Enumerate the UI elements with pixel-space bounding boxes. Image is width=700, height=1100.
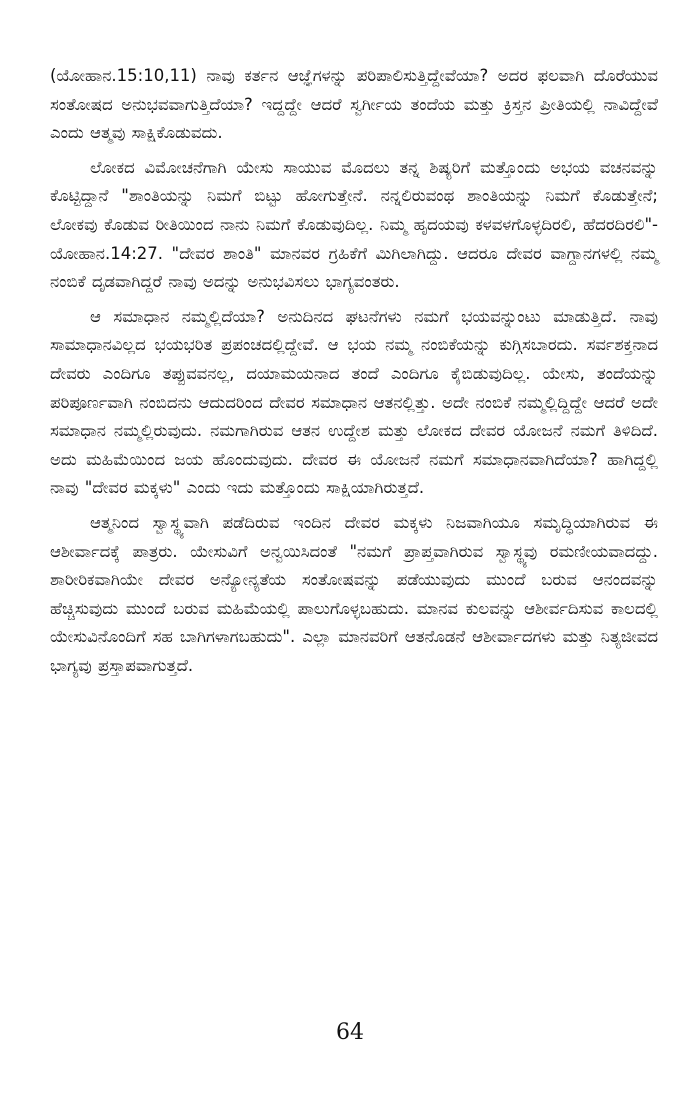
page-number: 64 [336,1020,364,1045]
paragraph-3: ಆ ಸಮಾಧಾನ ನಮ್ಮಲ್ಲಿದೆಯಾ? ಅನುದಿನದ ಘಟನೆಗಳು ನಮಗೆ ಭಯವನ್ನುಂಟು ಮಾಡುತ್ತಿದೆ. ನಾವು ಸಾಮಾಧಾನವಿಲ್ಲದ ಭಯಭರಿತ ಪ್ರಪಂಚದಲ್ಲಿದ್ದೇವೆ. ಆ ಭಯ ನಮ್ಮ ನಂಬಿಕೆಯನ್ನು ಕುಗ್ಗಿಸಬಾರದು. ಸರ್ವಶಕ್ತನಾದ ದೇವರು ಎಂದಿಗೂ ತಪ್ಪುವವನಲ್ಲ, ದಯಾಮಯನಾದ ತಂದೆ ಎಂದಿಗೂ ಕೈಬಿಡುವುದಿಲ್ಲ. ಯೇಸು, ತಂದೆಯನ್ನು ಪರಿಪೂರ್ಣವಾಗಿ ನಂಬಿದನು ಆದುದರಿಂದ ದೇವರ ಸಮಾಧಾನ ಆತನಲ್ಲಿತ್ತು. ಅದೇ ನಂಬಿಕೆ ನಮ್ಮಲ್ಲಿದ್ದಿದ್ದೇ ಆದರೆ ಅದೇ ಸಮಾಧಾನ ನಮ್ಮಲ್ಲಿರುವುದು. ನಮಗಾಗಿರುವ ಆತನ ಉದ್ದೇಶ ಮತ್ತು ಲೋಕದ ದೇವರ ಯೋಜನೆ ನಮಗೆ ತಿಳಿದಿದೆ. ಅದು ಮಹಿಮೆಯಿಂದ ಜಯ ಹೊಂದುವುದು. ದೇವರ ಈ ಯೋಜನೆ ನಮಗೆ ಸಮಾಧಾನವಾಗಿದೆಯಾ? ಹಾಗಿದ್ದಲ್ಲಿ ನಾವು "ದೇವರ ಮಕ್ಕಳು" ಎಂದು ಇದು ಮತ್ತೊಂದು ಸಾಕ್ಷಿಯಾಗಿರುತ್ತದೆ. [50,306,658,498]
paragraph-1: (ಯೋಹಾನ.15:10,11) ನಾವು ಕರ್ತನ ಆಜ್ಞೆಗಳನ್ನು ಪರಿಪಾಲಿಸುತ್ತಿದ್ದೇವೆಯಾ? ಅದರ ಫಲವಾಗಿ ದೊರೆಯುವ ಸಂತೋಷದ ಅನುಭವವಾಗುತ್ತಿದೆಯಾ? ಇದ್ದದ್ದೇ ಆದರೆ ಸ್ವರ್ಗೀಯ ತಂದೆಯ ಮತ್ತು ಕ್ರಿಸ್ತನ ಪ್ರೀತಿಯಲ್ಲಿ ನಾವಿದ್ದೇವೆ ಎಂದು ಆತ್ಮವು ಸಾಕ್ಷಿಕೊಡುವದು. [50,66,658,143]
paragraph-4: ಆತ್ಮನಿಂದ ಸ್ವಾಸ್ಥ್ಯವಾಗಿ ಪಡೆದಿರುವ ಇಂದಿನ ದೇವರ ಮಕ್ಕಳು ನಿಜವಾಗಿಯೂ ಸಮೃದ್ಧಿಯಾಗಿರುವ ಈ ಆಶೀರ್ವಾದಕ್ಕೆ ಪಾತ್ರರು. ಯೇಸುವಿಗೆ ಅನ್ವಯಿಸಿದಂತೆ "ನಮಗೆ ಪ್ರಾಪ್ತವಾಗಿರುವ ಸ್ವಾಸ್ಥ್ಯವು ರಮಣೀಯವಾದದ್ದು. ಶಾರೀರಿಕವಾಗಿಯೇ ದೇವರ ಅನ್ಯೋನ್ಯತೆಯ ಸಂತೋಷವನ್ನು ಪಡೆಯುವುದು ಮುಂದೆ ಬರುವ ಆನಂದವನ್ನು ಹೆಚ್ಚಿಸುವುದು ಮುಂದೆ ಬರುವ ಮಹಿಮೆಯಲ್ಲಿ ಪಾಲುಗೊಳ್ಳಬಹುದು. ಮಾನವ ಕುಲವನ್ನು ಆಶೀರ್ವದಿಸುವ ಕಾಲದಲ್ಲಿ ಯೇಸುವಿನೊಂದಿಗೆ ಸಹ ಬಾಗಿಗಳಾಗಬಹುದು". ಎಲ್ಲಾ ಮಾನವರಿಗೆ ಆತನೊಡನೆ ಆಶೀರ್ವಾದಗಳು ಮತ್ತು ನಿತ್ಯಜೀವದ ಭಾಗ್ಯವು ಪ್ರಸ್ತಾಪವಾಗುತ್ತದೆ. [50,512,658,675]
page-body [50,62,658,680]
paragraph-2: ಲೋಕದ ವಿಮೋಚನೆಗಾಗಿ ಯೇಸು ಸಾಯುವ ಮೊದಲು ತನ್ನ ಶಿಷ್ಯರಿಗೆ ಮತ್ತೊಂದು ಅಭಯ ವಚನವನ್ನು ಕೊಟ್ಟಿದ್ದಾನೆ "ಶಾಂತಿಯನ್ನು ನಿಮಗೆ ಬಿಟ್ಟು ಹೋಗುತ್ತೇನೆ. ನನ್ನಲಿರುವಂಥ ಶಾಂತಿಯನ್ನು ನಿಮಗೆ ಕೊಡುತ್ತೇನೆ; ಲೋಕವು ಕೊಡುವ ರೀತಿಯಿಂದ ನಾನು ನಿಮಗೆ ಕೊಡುವುದಿಲ್ಲ. ನಿಮ್ಮ ಹೃದಯವು ಕಳವಳಗೊಳ್ಳದಿರಲಿ, ಹೆದರದಿರಲಿ"-ಯೋಹಾನ.14:27. "ದೇವರ ಶಾಂತಿ" ಮಾನವರ ಗ್ರಹಿಕೆಗೆ ಮಿಗಿಲಾಗಿದ್ದು. ಆದರೂ ದೇವರ ವಾಗ್ದಾನಗಳಲ್ಲಿ ನಮ್ಮ ನಂಬಿಕೆ ದೃಡವಾಗಿದ್ದರೆ ನಾವು ಅದನ್ನು ಅನುಭವಿಸಲು ಭಾಗ್ಯವಂತರು. [50,157,658,292]
